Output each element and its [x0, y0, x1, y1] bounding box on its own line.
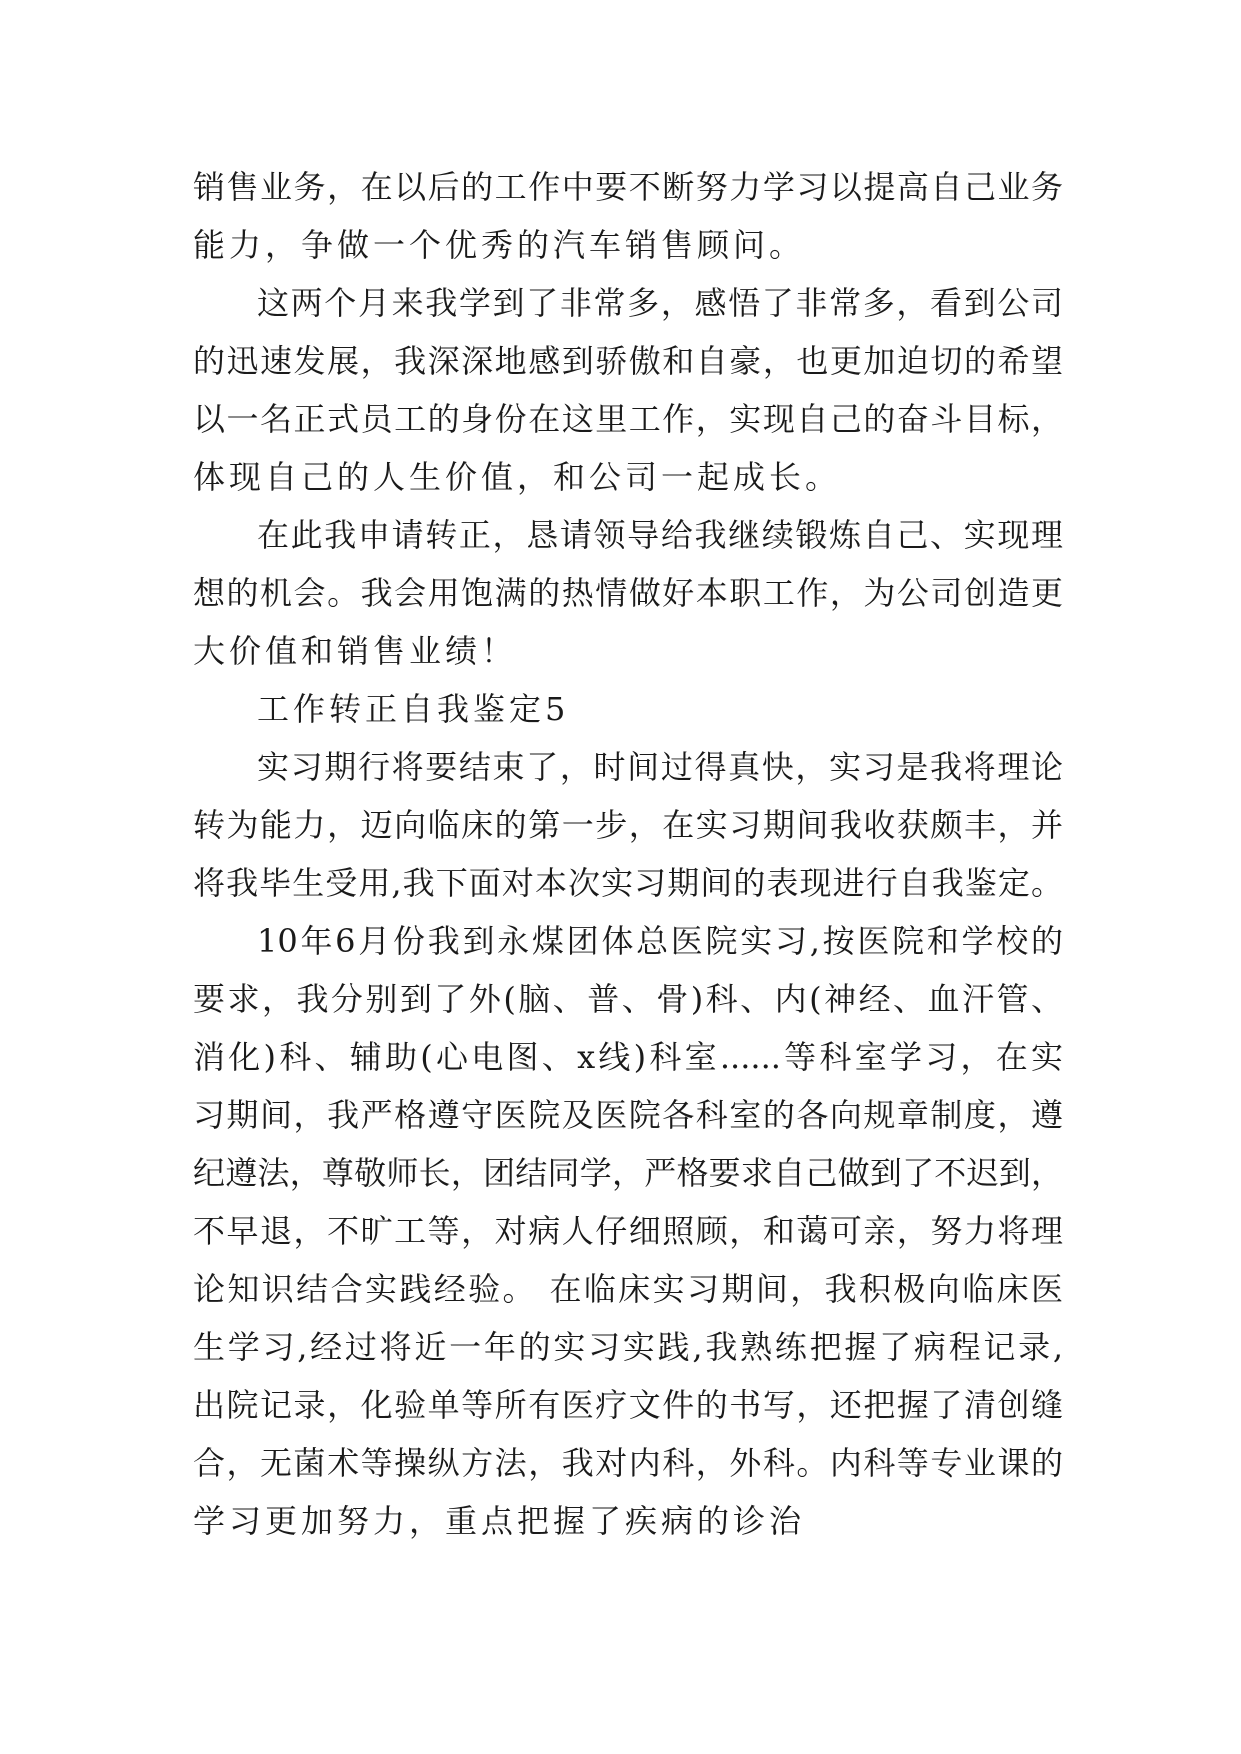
text-line: 以一名正式员工的身份在这里工作，实现自己的奋斗目标， — [193, 400, 1063, 438]
text-line: 体现自己的人生价值，和公司一起成长。 — [193, 458, 842, 496]
text-line: 大价值和销售业绩！ — [193, 632, 518, 670]
text-line: 的迅速发展，我深深地感到骄傲和自豪，也更加迫切的希望 — [193, 342, 1063, 380]
text-line: 10年6月份我到永煤团体总医院实习,按医院和学校的 — [257, 922, 1063, 960]
text-line: 习期间，我严格遵守医院及医院各科室的各向规章制度，遵 — [193, 1096, 1063, 1134]
text-line: 实习期行将要结束了，时间过得真快，实习是我将理论 — [257, 748, 1063, 786]
text-line: 想的机会。我会用饱满的热情做好本职工作，为公司创造更 — [193, 574, 1063, 612]
text-line: 合，无菌术等操纵方法，我对内科，外科。内科等专业课的 — [193, 1444, 1063, 1482]
text-line: 要求，我分别到了外(脑、普、骨)科、内(神经、血汗管、 — [193, 980, 1063, 1018]
text-line: 能力，争做一个优秀的汽车销售顾问。 — [193, 226, 806, 264]
text-line: 纪遵法，尊敬师长，团结同学，严格要求自己做到了不迟到， — [193, 1154, 1063, 1192]
text-line: 生学习,经过将近一年的实习实践,我熟练把握了病程记录, — [193, 1328, 1063, 1366]
text-line: 出院记录，化验单等所有医疗文件的书写，还把握了清创缝 — [193, 1386, 1063, 1424]
text-line: 不早退，不旷工等，对病人仔细照顾，和蔼可亲，努力将理 — [193, 1212, 1063, 1250]
text-line: 销售业务，在以后的工作中要不断努力学习以提高自己业务 — [193, 168, 1063, 206]
text-line: 消化)科、辅助(心电图、x线)科室......等科室学习，在实 — [193, 1038, 1063, 1076]
body-text — [193, 158, 1063, 1550]
text-line: 将我毕生受用,我下面对本次实习期间的表现进行自我鉴定。 — [193, 864, 1063, 902]
text-line: 转为能力，迈向临床的第一步，在实习期间我收获颇丰，并 — [193, 806, 1063, 844]
text-line: 这两个月来我学到了非常多，感悟了非常多，看到公司 — [257, 284, 1063, 322]
text-line: 论知识结合实践经验。 在临床实习期间，我积极向临床医 — [193, 1270, 1063, 1308]
text-line: 学习更加努力，重点把握了疾病的诊治 — [193, 1502, 806, 1540]
text-line: 在此我申请转正，恳请领导给我继续锻炼自己、实现理 — [257, 516, 1063, 554]
section-heading: 工作转正自我鉴定5 — [257, 690, 570, 728]
